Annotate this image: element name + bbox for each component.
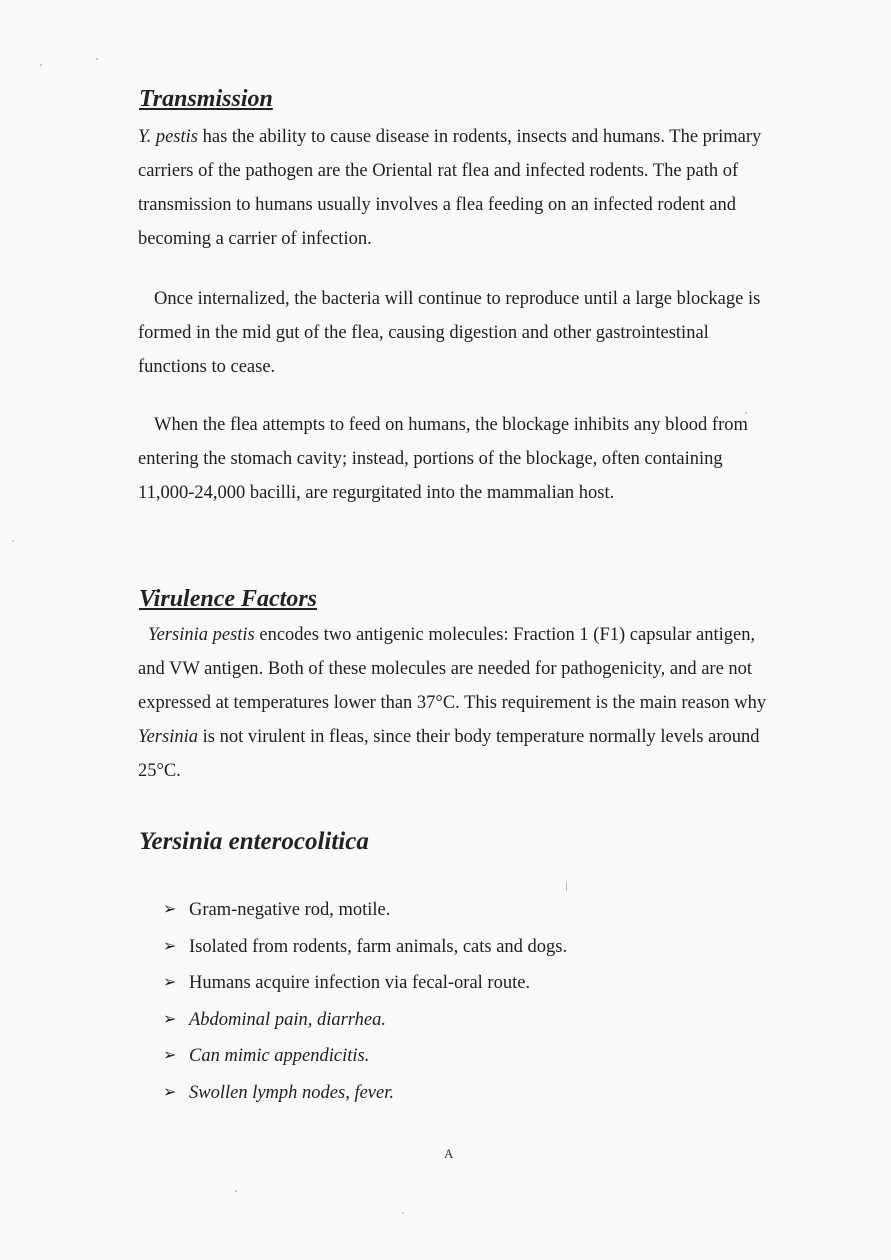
arrow-bullet-icon: ➢ [163,937,177,955]
enterocolitica-heading: Yersinia enterocolitica [139,828,369,855]
arrow-bullet-icon: ➢ [163,974,177,992]
list-item [163,1038,567,1075]
bullet-text: Swollen lymph nodes, fever. [189,1082,394,1103]
transmission-paragraph-2-text: Once internalized, the bacteria will continue to reproduce until a large blockage is formed in the mid gut of the flea, causing digestion and other gastrointestinal functions to cease. [138,289,761,377]
list-item [163,1002,567,1039]
list-item [163,1075,567,1112]
virulence-heading: Virulence Factors [139,586,318,612]
virulence-text-1: encodes two antigenic molecules: Fraction 1 (F1) capsular antigen, and VW antigen. Both of these molecules are needed for pathogenicity, and are not expressed at temperatures lower than 37°C. This requirement is the main reason why [138,625,767,713]
list-item [163,929,567,966]
list-item [163,965,567,1002]
transmission-paragraph-3 [138,408,768,510]
transmission-paragraph-2 [138,282,768,384]
scan-speck [12,540,14,542]
bullet-text: Gram-negative rod, motile. [189,900,391,921]
arrow-bullet-icon: ➢ [163,901,177,919]
bullet-text: Can mimic appendicitis. [189,1046,370,1067]
scan-speck [745,412,747,414]
scan-speck [96,58,98,60]
virulence-paragraph [138,618,768,788]
list-item [163,892,567,929]
bullet-text: Isolated from rodents, farm animals, cats and dogs. [189,936,568,957]
genus-name: Yersinia [138,727,198,747]
transmission-heading: Transmission [139,86,273,112]
species-name: Y. pestis [138,127,198,147]
scan-speck [566,882,567,891]
arrow-bullet-icon: ➢ [163,1047,177,1065]
scan-speck [235,1190,237,1192]
transmission-paragraph-1 [138,120,768,256]
enterocolitica-bullet-list [163,892,567,1111]
transmission-paragraph-1-text: has the ability to cause disease in rodents, insects and humans. The primary carriers of the pathogen are the Oriental rat flea and infected rodents. The path of transmission to humans usually involves a flea feeding on an infected rodent and becoming a carrier of infection. [138,127,762,249]
transmission-paragraph-3-text: When the flea attempts to feed on humans, the blockage inhibits any blood from entering the stomach cavity; instead, portions of the blockage, often containing 11,000-24,000 bacilli, are regurgitated into the mammalian host. [138,415,748,503]
scan-speck [402,1212,404,1214]
species-name: Yersinia pestis [148,625,255,645]
arrow-bullet-icon: ➢ [163,1010,177,1028]
virulence-text-2: is not virulent in fleas, since their body temperature normally levels around 25°C. [138,727,760,781]
bullet-text: Humans acquire infection via fecal-oral route. [189,973,531,994]
arrow-bullet-icon: ➢ [163,1083,177,1101]
scan-speck [40,64,42,66]
bullet-text: Abdominal pain, diarrhea. [189,1009,386,1030]
page-number: A [444,1146,454,1161]
